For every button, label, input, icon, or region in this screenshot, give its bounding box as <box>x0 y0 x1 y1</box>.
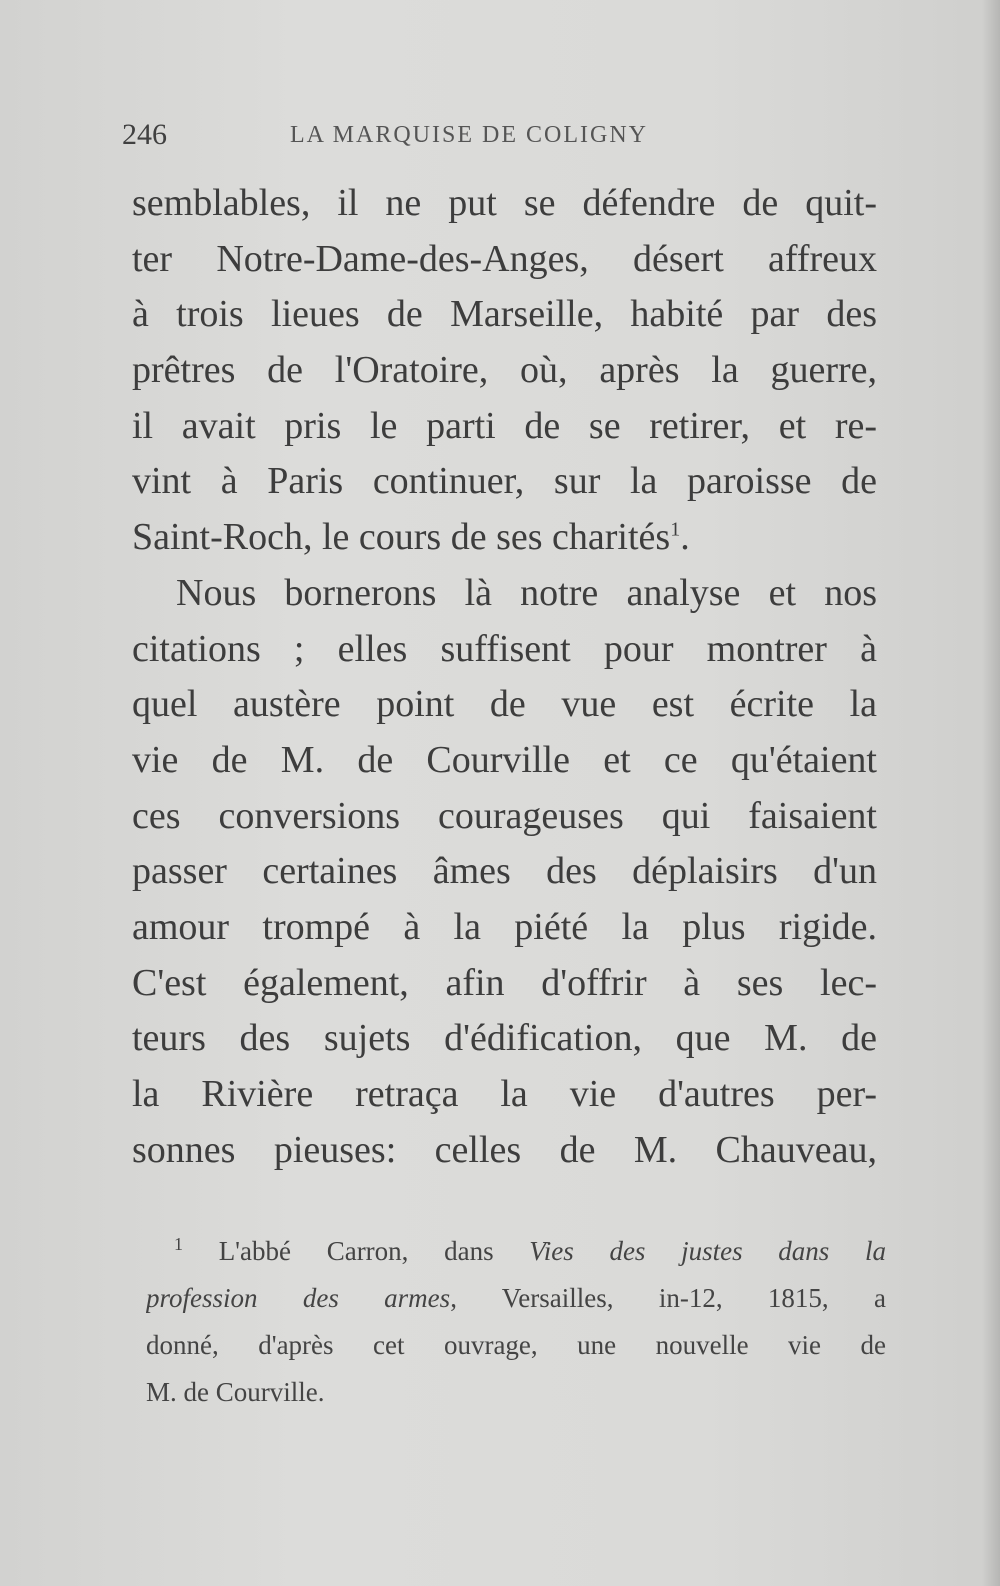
text-line: il avait pris le parti de se retirer, et re- <box>132 404 877 447</box>
footnote-reference: 1 <box>670 518 681 541</box>
footnote-line: donné, d'après cet ouvrage, une nouvelle vie de <box>146 1330 886 1360</box>
footnote-line: M. de Courville. <box>146 1377 325 1407</box>
paragraph-start-line: Nous bornerons là notre analyse et nos <box>176 571 877 614</box>
text-line: vint à Paris continuer, sur la paroisse de <box>132 460 877 503</box>
text-line: passer certaines âmes des déplaisirs d'un <box>132 850 877 893</box>
text-line: semblables, il ne put se défendre de quit- <box>132 182 877 224</box>
sentence-end: . <box>680 516 690 559</box>
text-line: à trois lieues de Marseille, habité par des <box>132 293 877 336</box>
running-head <box>122 118 722 158</box>
text-line: ter Notre-Dame-des-Anges, désert affreux <box>132 237 877 280</box>
text-line: C'est également, afin d'offrir à ses lec- <box>132 961 877 1004</box>
text-line: vie de M. de Courville et ce qu'étaient <box>132 738 877 781</box>
text-line: quel austère point de vue est écrite la <box>132 683 877 726</box>
text-line: citations ; elles suffisent pour montrer à <box>132 627 877 670</box>
page-number: 246 <box>122 118 167 151</box>
footnote-text: , Versailles, in-12, 1815, a <box>450 1283 886 1313</box>
footnote-book-title: profession des armes <box>146 1283 451 1313</box>
footnote-marker: 1 <box>174 1234 183 1254</box>
text-line: amour trompé à la piété la plus rigide. <box>132 905 877 948</box>
text-line: sonnes pieuses: celles de M. Chauveau, <box>132 1128 877 1171</box>
footnote-line <box>146 1275 886 1322</box>
footnote-line <box>146 1228 886 1275</box>
footnote-text: L'abbé Carron, dans <box>218 1236 530 1266</box>
text-line: ces conversions courageuses qui faisaient <box>132 794 877 837</box>
text-line: la Rivière retraça la vie d'autres per- <box>132 1073 877 1115</box>
footnote-book-title: Vies des justes dans la <box>529 1236 886 1266</box>
running-title: LA MARQUISE DE COLIGNY <box>290 122 648 148</box>
footnote <box>146 1228 886 1416</box>
text-line-with-note <box>132 510 877 566</box>
text-line: prêtres de l'Oratoire, où, après la guerre, <box>132 349 877 392</box>
body-text <box>132 176 877 1178</box>
text-line: Saint-Roch, le cours de ses charités <box>132 516 671 559</box>
text-line: teurs des sujets d'édification, que M. de <box>132 1017 877 1060</box>
